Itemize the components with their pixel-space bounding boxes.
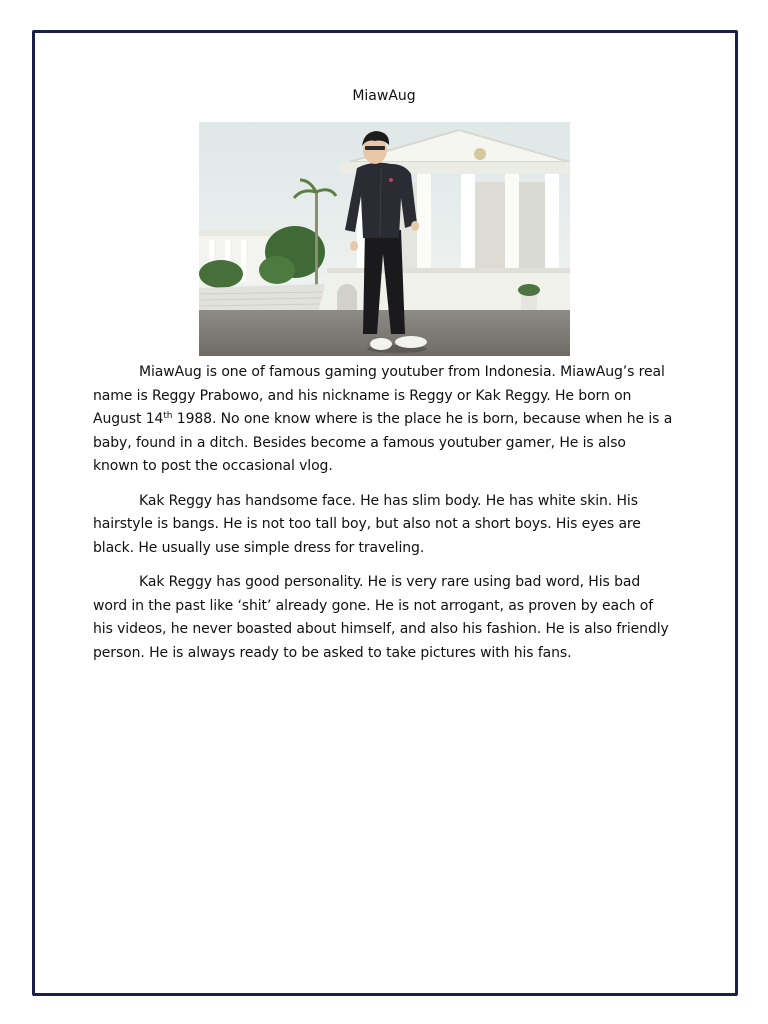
- paragraph-biography: [93, 361, 673, 479]
- paragraph-biography-text: MiawAug is one of famous gaming youtuber from Indonesia. MiawAug’s real name is Reggy Prabowo, and his nickname is Reggy or Kak Reggy. He born on August 14: [93, 364, 665, 427]
- document-title: MiawAug: [352, 88, 416, 104]
- portrait-photo: [199, 122, 570, 356]
- paragraph-biography-text-continued: 1988. No one know where is the place he is born, because when he is a baby, found in a ditch. Besides become a famous youtuber gamer, He is also known to post the occasional vlog.: [93, 411, 673, 474]
- body-text: [93, 361, 673, 676]
- paragraph-personality: Kak Reggy has good personality. He is very rare using bad word, His bad word in the past like ‘shit’ already gone. He is not arrogant, as proven by each of his videos, he never boasted about himself, and also his fashion. He is also friendly person. He is always ready to be asked to take pictures with his fans.: [93, 574, 669, 661]
- paragraph-appearance: Kak Reggy has handsome face. He has slim body. He has white skin. His hairstyle is bangs. He is not too tall boy, but also not a short boys. His eyes are black. He usually use simple dress for traveling.: [93, 492, 641, 556]
- ordinal-superscript: th: [163, 411, 173, 421]
